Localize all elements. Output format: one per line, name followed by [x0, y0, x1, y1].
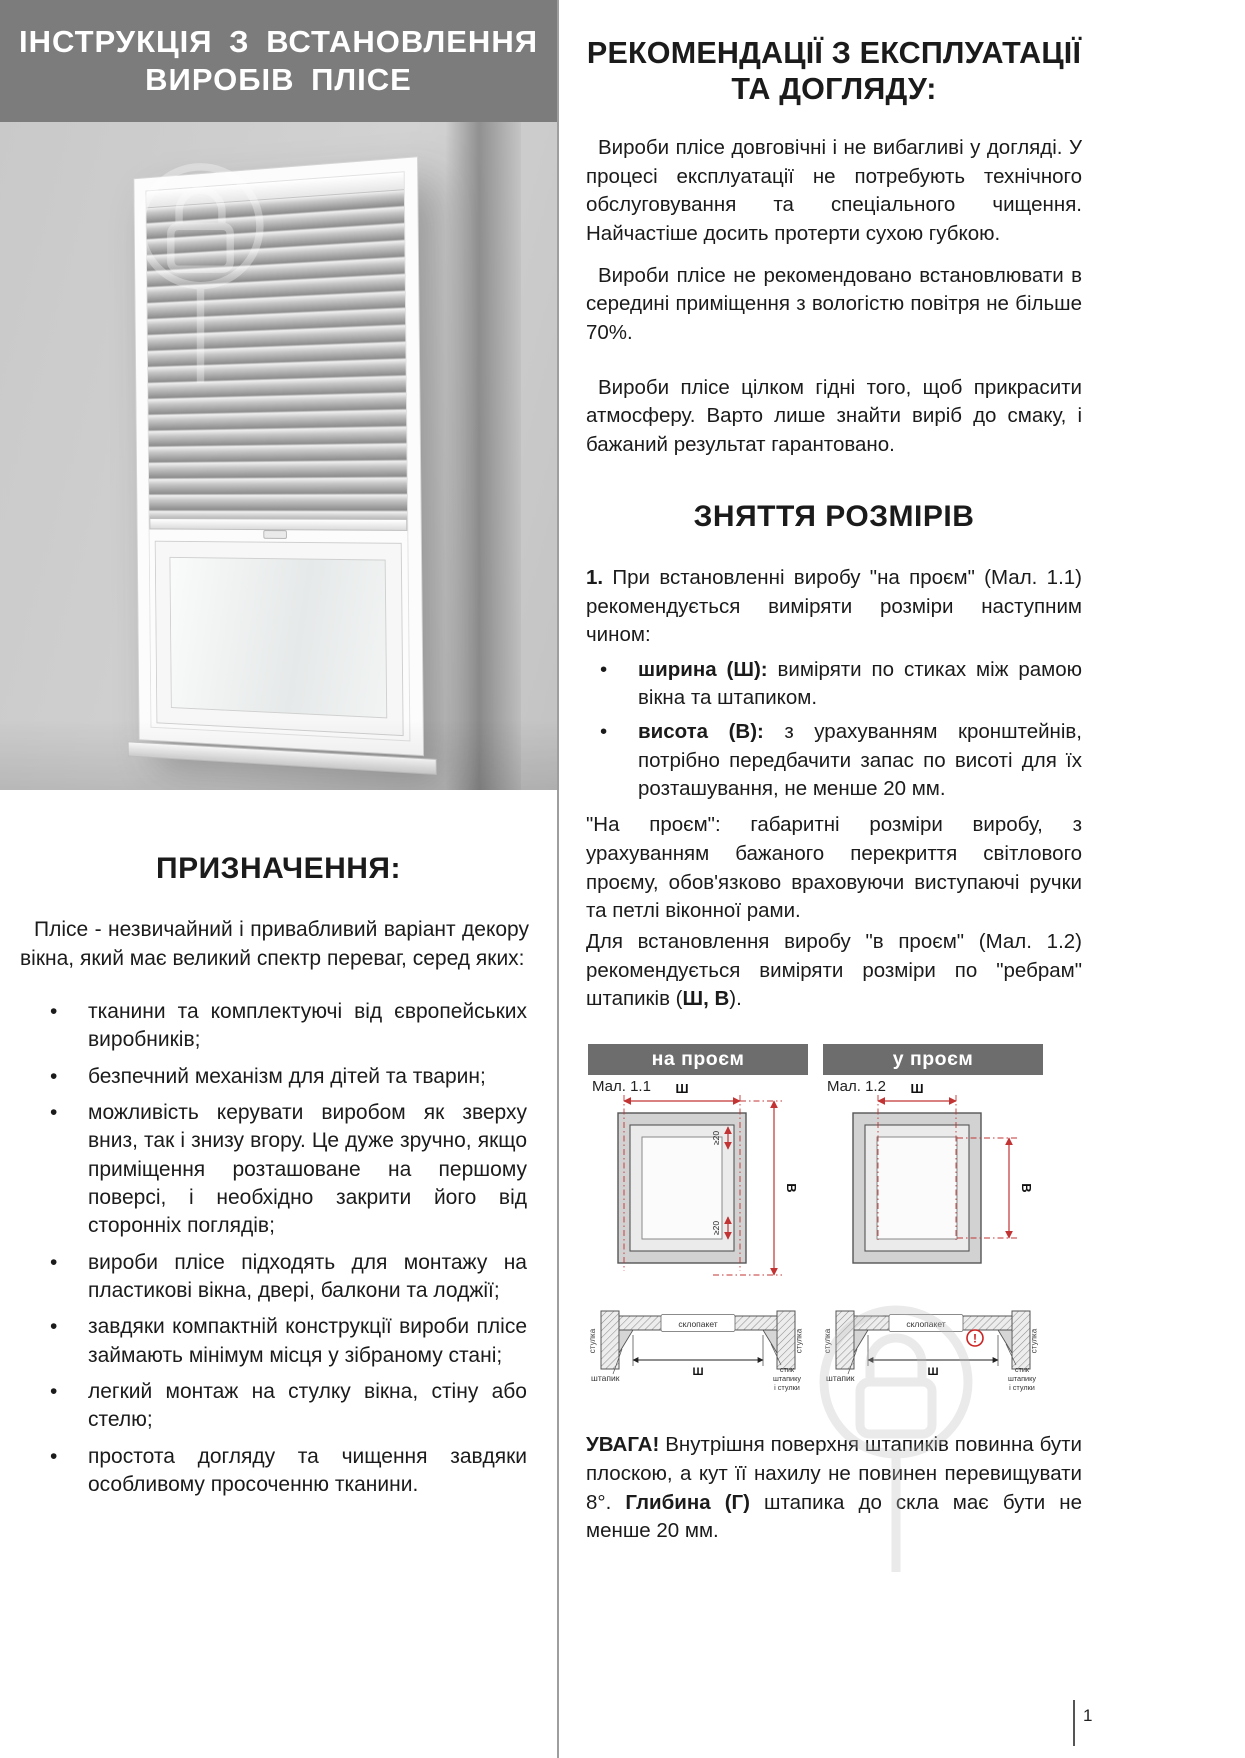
measuring-list	[586, 656, 1082, 803]
purpose-list	[42, 998, 527, 1500]
joint-label-line2: штапику	[772, 1374, 802, 1384]
width-definition: виміряти по стиках між рамою вікна та штапиком.	[638, 657, 1083, 710]
diagram-header-inside: у проєм	[823, 1044, 1043, 1075]
diagram-caption: Мал. 1.1	[592, 1078, 651, 1096]
alert-mark: !	[973, 1331, 977, 1346]
warning-label: УВАГА!	[586, 1433, 660, 1457]
section-width-label: Ш	[692, 1366, 704, 1379]
care-paragraph-3: Вироби плісе цілком гідні того, щоб прикрасити атмосферу. Варто лише знайти виріб до смаку, і бажаний результат гарантовано.	[586, 375, 1082, 457]
window-sill	[128, 741, 437, 775]
window-frame-drawing	[853, 1113, 981, 1263]
list-item-text: тканини та комплектуючі від європейських виробників;	[88, 999, 527, 1052]
measuring-step1	[586, 564, 1082, 650]
inside-mount-text-end: ).	[729, 987, 742, 1011]
glass-unit-label: склопакет	[906, 1319, 946, 1330]
warning-text-2: штапика до скла має бути не менше 20 мм.	[586, 1490, 1082, 1543]
measuring-title: ЗНЯТТЯ РОЗМІРІВ	[693, 499, 975, 533]
footer-rule	[1073, 1700, 1075, 1746]
inside-mount-dims: Ш, В	[682, 987, 730, 1011]
instruction-header	[0, 0, 557, 122]
width-term: ширина (Ш):	[638, 657, 768, 681]
diagram-caption: Мал. 1.2	[827, 1078, 886, 1096]
diagram-panel-inside	[823, 1044, 1043, 1405]
list-item	[586, 718, 1082, 803]
instruction-header-line2: ВИРОБІВ ПЛІСЕ	[145, 61, 412, 97]
care-title	[586, 36, 1082, 108]
care-title-line2: ТА ДОГЛЯДУ:	[731, 71, 937, 106]
care-paragraph-2: Вироби плісе не рекомендовано встановлювати в середині приміщення з вологістю повітря не більше 70%.	[586, 263, 1082, 345]
height-term: висота (В):	[638, 720, 764, 744]
instruction-header-line1: ІНСТРУКЦІЯ З ВСТАНОВЛЕННЯ	[18, 24, 538, 60]
inside-mount-text: Для встановлення виробу "в проєм" (Мал. 1.2) рекомендується виміряти розміри по "ребрам" штапиків (	[586, 930, 1082, 1011]
joint-label-line2: штапику	[1007, 1374, 1037, 1384]
cross-section-drawing	[823, 1311, 1039, 1392]
window-frame-drawing	[618, 1113, 746, 1263]
section-width-label: Ш	[927, 1366, 939, 1379]
column-divider	[557, 0, 559, 1758]
right-column	[586, 0, 1082, 1546]
joint-label-line3: і стулки	[774, 1383, 800, 1393]
warning-text-1: Внутрішня поверхня штапиків повинна бути плоскою, а кут її нахилу не повинен перевищувати 8°.	[586, 1433, 1082, 1514]
left-column	[0, 0, 557, 1507]
diagram-panel-outside	[588, 1044, 808, 1405]
list-item-text: можливість керувати виробом як зверху вниз, так і знизу вгору. Це дуже зручно, якщо приміщення розташоване на першому поверсі, і необхідно закрити його від сторонніх поглядів;	[88, 1100, 527, 1238]
step-text: При встановленні виробу "на проєм" (Мал. 1.1) рекомендується виміряти розміри наступним чином:	[586, 565, 1082, 647]
height-definition: з урахуванням кронштейнів, потрібно передбачити запас по висоті для їх розташування, не менше 20 мм.	[638, 720, 1083, 801]
width-label: Ш	[910, 1081, 924, 1097]
pleated-blind	[146, 190, 407, 519]
height-label: В	[1019, 1183, 1034, 1193]
glass-unit-label: склопакет	[678, 1319, 718, 1330]
joint-label-line1: стик	[1014, 1365, 1030, 1375]
list-item	[42, 998, 527, 1055]
list-item	[42, 1249, 527, 1306]
window-diagram-outside	[588, 1075, 808, 1405]
list-item-text: легкий монтаж на стулку вікна, стіну або стелю;	[88, 1380, 527, 1432]
list-item	[42, 1443, 527, 1500]
page-number: 1	[1083, 1706, 1093, 1725]
wall-recess-shadow	[445, 122, 521, 790]
list-item-text: простота догляду та чищення завдяки особливому просоченню тканини.	[88, 1444, 527, 1497]
window-sash	[155, 541, 404, 736]
list-item	[42, 1378, 527, 1435]
cross-section-drawing	[588, 1311, 804, 1392]
purpose-title: ПРИЗНАЧЕННЯ:	[156, 852, 401, 885]
measuring-diagrams	[588, 1044, 1082, 1405]
list-item	[42, 1099, 527, 1241]
blind-handle	[263, 530, 287, 539]
diagram-header-outside: на проєм	[588, 1044, 808, 1075]
sash-label: стулка	[588, 1328, 597, 1354]
window-glass	[169, 557, 387, 718]
joint-label-line1: стик	[779, 1365, 795, 1375]
joint-label-line3: і стулки	[1009, 1383, 1035, 1393]
sash-label: стулка	[1029, 1328, 1039, 1354]
width-label: Ш	[675, 1081, 689, 1097]
outside-mount-paragraph: "На проєм": габаритні розміри виробу, з урахуванням бажаного перекриття світлового проєму, обов'язково враховуючи виступаючі ручки та петлі віконної рами.	[586, 813, 1082, 923]
window-diagram-inside	[823, 1075, 1043, 1405]
care-paragraph-1: Вироби плісе довговічні і не вибагливі у догляді. У процесі експлуатації не потребують технічного обслуговування та спеціального чищення. Найчастіше досить протерти сухою губкою.	[586, 135, 1082, 246]
list-item	[586, 656, 1082, 713]
warning-paragraph	[586, 1431, 1082, 1546]
sash-label: стулка	[823, 1328, 832, 1354]
inside-mount-paragraph	[586, 928, 1082, 1014]
window-frame	[133, 156, 424, 756]
list-item-text: безпечний механізм для дітей та тварин;	[88, 1064, 486, 1088]
min-gap-label: ≥20	[711, 1131, 721, 1146]
warning-depth-term: Глибина (Г)	[625, 1490, 750, 1514]
height-label: В	[784, 1183, 799, 1193]
window-frame-inner	[145, 171, 410, 741]
bead-label: штапик	[826, 1373, 855, 1384]
min-gap-label: ≥20	[711, 1221, 721, 1236]
care-title-line1: РЕКОМЕНДАЦІЇ З ЕКСПЛУАТАЦІЇ	[586, 36, 1082, 70]
blind-bottom-rail	[149, 518, 407, 531]
step-number: 1.	[586, 565, 604, 589]
list-item-text: завдяки компактній конструкції вироби плісе займають мінімум місця у зібраному стані;	[88, 1315, 527, 1367]
sash-label: стулка	[794, 1328, 804, 1354]
product-photo	[0, 122, 557, 790]
purpose-intro: Плісе - незвичайний і привабливий варіант декору вікна, який має великий спектр переваг, серед яких:	[20, 918, 529, 970]
list-item	[42, 1063, 527, 1091]
bead-label: штапик	[591, 1373, 620, 1384]
list-item	[42, 1313, 527, 1370]
list-item-text: вироби плісе підходять для монтажу на пластикові вікна, двері, балкони та лоджії;	[88, 1250, 527, 1303]
